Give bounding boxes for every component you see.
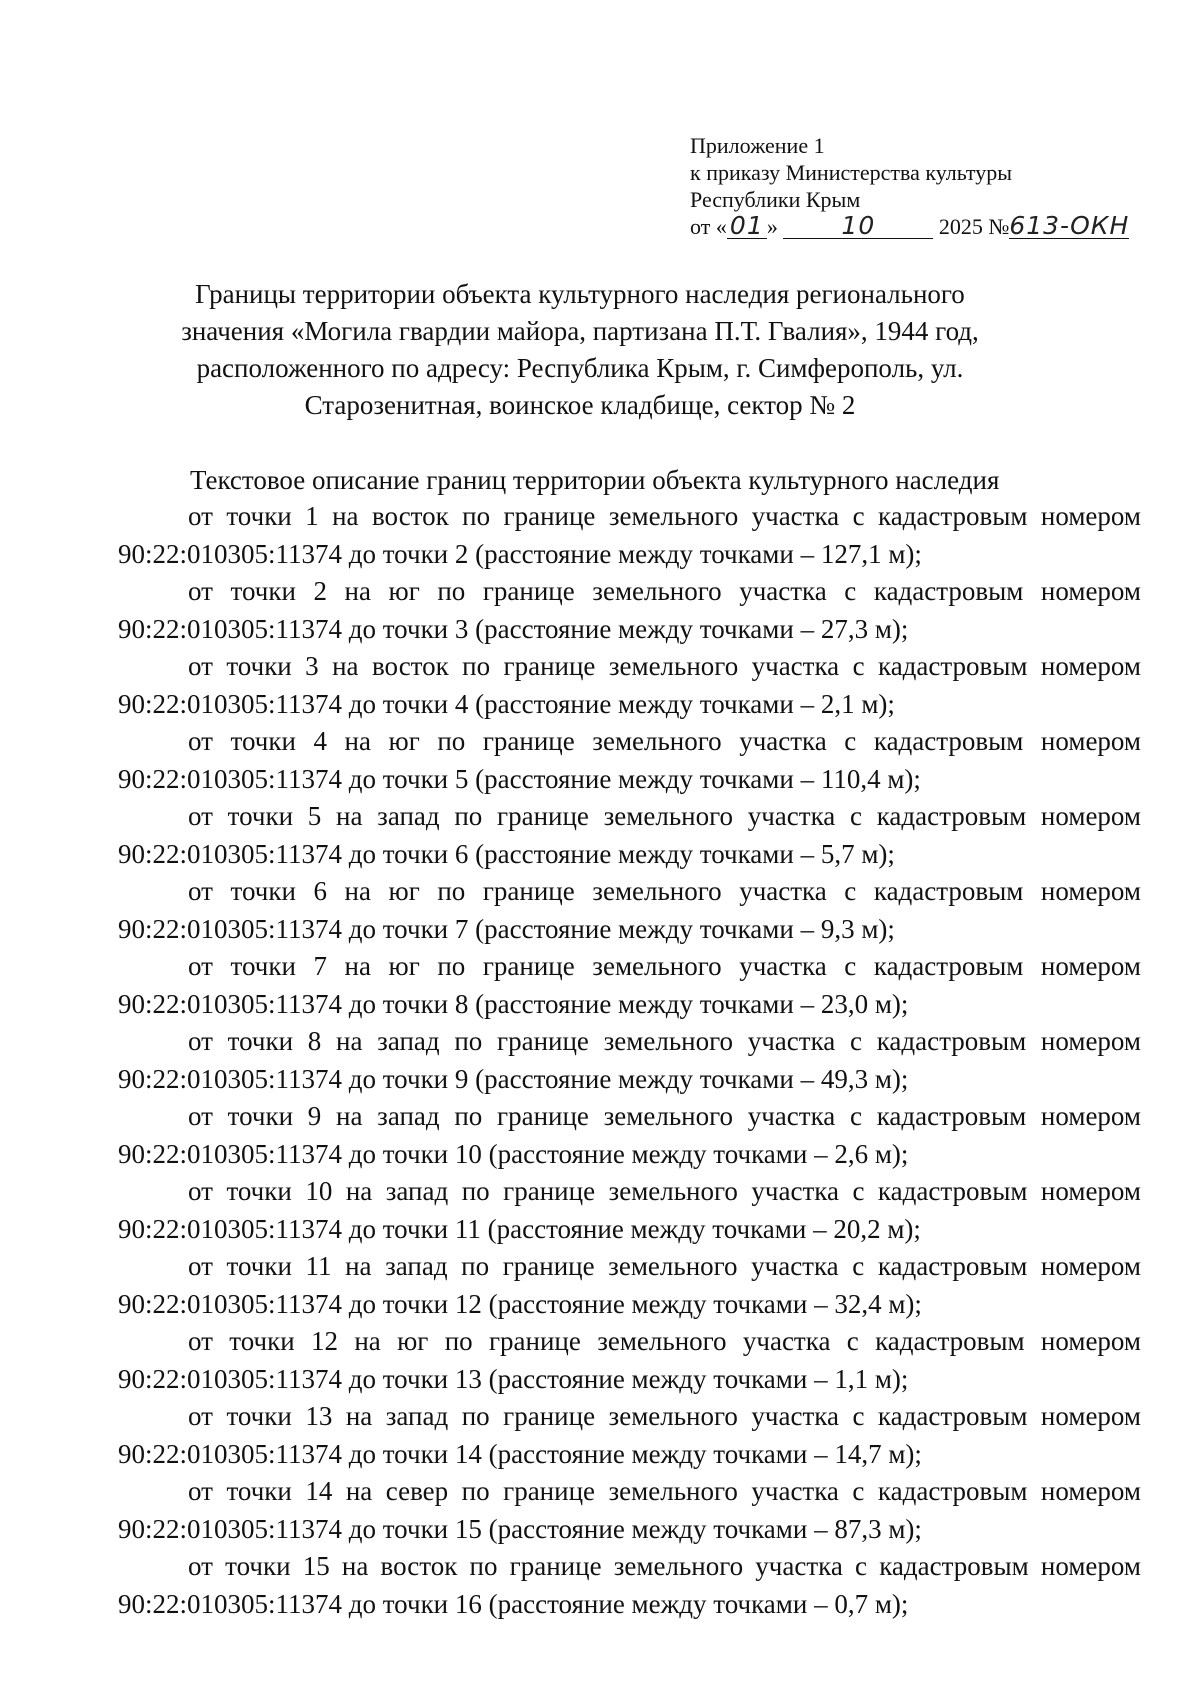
- appendix-header: [690, 132, 1129, 240]
- boundary-segment: [118, 723, 1141, 798]
- segment-line-direction: от точки 2 на юг по границе земельного участка с кадастровым номером: [188, 576, 1141, 606]
- appendix-label: Приложение 1: [690, 133, 825, 158]
- appendix-order-ref: к приказу Министерства культуры: [690, 160, 1013, 185]
- segment-line-direction: от точки 10 на запад по границе земельного участка с кадастровым номером: [188, 1176, 1141, 1206]
- appendix-date-line: [690, 213, 1129, 240]
- appendix-republic: Республики Крым: [690, 187, 861, 212]
- segment-line-distance: 90:22:010305:11374 до точки 8 (расстояние между точками – 23,0 м);: [118, 988, 909, 1019]
- boundary-segment: [118, 1023, 1141, 1098]
- date-day-field: [727, 211, 767, 240]
- boundary-segment: [118, 1398, 1141, 1473]
- segment-line-distance: 90:22:010305:11374 до точки 3 (расстояние между точками – 27,3 м);: [118, 613, 909, 644]
- date-month-field: [783, 211, 933, 240]
- section-subheading: Текстовое описание границ территории объекта культурного наследия: [190, 465, 1000, 495]
- segment-line-distance: 90:22:010305:11374 до точки 12 (расстояние между точками – 32,4 м);: [118, 1288, 922, 1319]
- boundary-segment: [118, 1248, 1141, 1323]
- segment-line-direction: от точки 7 на юг по границе земельного участка с кадастровым номером: [188, 951, 1141, 981]
- segment-line-direction: от точки 3 на восток по границе земельного участка с кадастровым номером: [188, 651, 1141, 681]
- segment-line-distance: 90:22:010305:11374 до точки 7 (расстояние между точками – 9,3 м);: [118, 913, 895, 944]
- boundary-segment: [118, 1323, 1141, 1398]
- segment-line-distance: 90:22:010305:11374 до точки 11 (расстояние между точками – 20,2 м);: [118, 1213, 921, 1244]
- segment-line-distance: 90:22:010305:11374 до точки 13 (расстояние между точками – 1,1 м);: [118, 1363, 909, 1394]
- segment-line-distance: 90:22:010305:11374 до точки 9 (расстояние между точками – 49,3 м);: [118, 1063, 909, 1094]
- segment-line-direction: от точки 14 на север по границе земельного участка с кадастровым номером: [188, 1476, 1141, 1506]
- boundary-segment: [118, 498, 1141, 573]
- handwritten-month: 10: [841, 211, 876, 240]
- segment-line-distance: 90:22:010305:11374 до точки 2 (расстояние между точками – 127,1 м);: [118, 538, 922, 569]
- segment-line-direction: от точки 1 на восток по границе земельного участка с кадастровым номером: [188, 501, 1141, 531]
- handwritten-day: 01: [729, 211, 764, 240]
- segment-line-distance: 90:22:010305:11374 до точки 4 (расстояние между точками – 2,1 м);: [118, 688, 895, 719]
- boundary-segment: [118, 1173, 1141, 1248]
- segment-line-direction: от точки 5 на запад по границе земельного участка с кадастровым номером: [188, 801, 1141, 831]
- boundary-segment: [118, 648, 1141, 723]
- boundary-segment: [118, 798, 1141, 873]
- segment-line-direction: от точки 6 на юг по границе земельного участка с кадастровым номером: [188, 876, 1141, 906]
- document-title: Границы территории объекта культурного наследия регионального значения «Могила гвардии майора, партизана П.Т. Гвалия», 1944 год, расположенного по адресу: Республика Крым, г. Симферополь, ул. Старозенитная, воинское кладбище, сектор № 2: [181, 279, 979, 420]
- boundary-segment: [118, 873, 1141, 948]
- segment-line-direction: от точки 9 на запад по границе земельного участка с кадастровым номером: [188, 1101, 1141, 1131]
- date-mid: »: [766, 214, 778, 239]
- segment-line-distance: 90:22:010305:11374 до точки 16 (расстояние между точками – 0,7 м);: [118, 1588, 909, 1619]
- segment-line-direction: от точки 11 на запад по границе земельного участка с кадастровым номером: [188, 1251, 1141, 1281]
- segment-line-direction: от точки 4 на юг по границе земельного участка с кадастровым номером: [188, 726, 1141, 756]
- segment-line-distance: 90:22:010305:11374 до точки 15 (расстояние между точками – 87,3 м);: [118, 1513, 922, 1544]
- segment-line-direction: от точки 12 на юг по границе земельного участка с кадастровым номером: [188, 1326, 1141, 1356]
- segment-line-direction: от точки 8 на запад по границе земельного участка с кадастровым номером: [188, 1026, 1141, 1056]
- date-prefix: от «: [690, 214, 727, 239]
- segment-line-direction: от точки 13 на запад по границе земельного участка с кадастровым номером: [188, 1401, 1141, 1431]
- boundary-segment: [118, 573, 1141, 648]
- segment-line-distance: 90:22:010305:11374 до точки 6 (расстояние между точками – 5,7 м);: [118, 838, 895, 869]
- boundary-description: [118, 498, 1141, 1623]
- boundary-segment: [118, 948, 1141, 1023]
- boundary-segment: [118, 1473, 1141, 1548]
- date-year: 2025 №: [938, 214, 1010, 239]
- segment-line-distance: 90:22:010305:11374 до точки 10 (расстояние между точками – 2,6 м);: [118, 1138, 909, 1169]
- order-number-field: [1009, 211, 1130, 240]
- segment-line-direction: от точки 15 на восток по границе земельного участка с кадастровым номером: [188, 1551, 1141, 1581]
- boundary-segment: [118, 1098, 1141, 1173]
- segment-line-distance: 90:22:010305:11374 до точки 14 (расстояние между точками – 14,7 м);: [118, 1438, 922, 1469]
- segment-line-distance: 90:22:010305:11374 до точки 5 (расстояние между точками – 110,4 м);: [118, 763, 921, 794]
- boundary-segment: [118, 1548, 1141, 1623]
- handwritten-order-number: 613-ОКН: [1009, 211, 1130, 240]
